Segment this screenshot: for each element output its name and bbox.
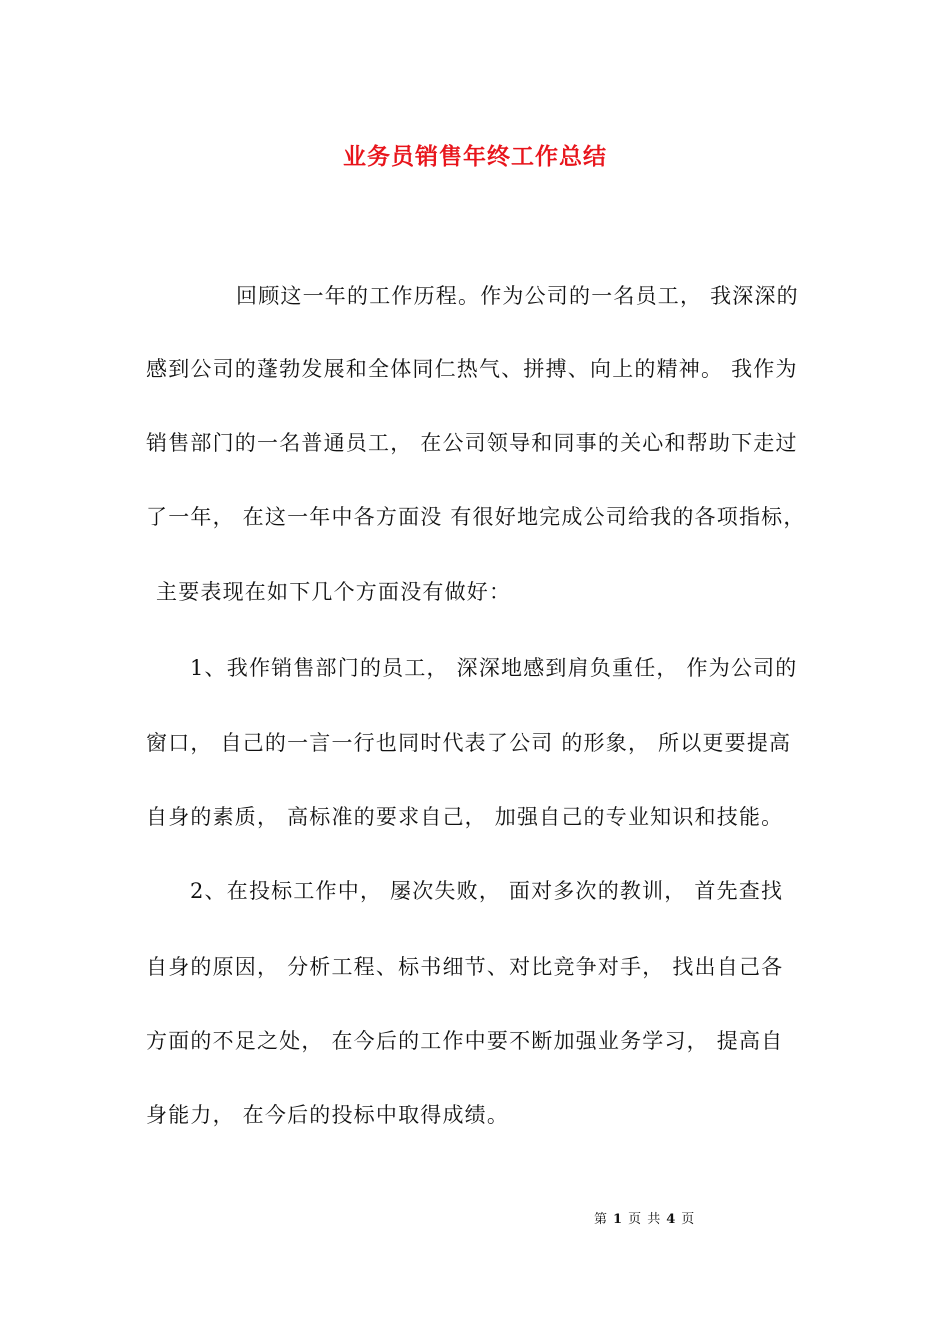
footer-prefix: 第 (594, 1212, 609, 1227)
paragraph-line: 方面的不足之处， 在今后的工作中要不断加强业务学习， 提高自 (146, 1029, 784, 1053)
footer-suffix: 页 (681, 1212, 696, 1227)
current-page-number: 1 (613, 1212, 624, 1227)
paragraph-line: 2、在投标工作中， 屡次失败， 面对多次的教训， 首先查找 (190, 879, 784, 903)
total-pages-number: 4 (666, 1212, 677, 1227)
paragraph-line: 感到公司的蓬勃发展和全体同仁热气、拼搏、向上的精神。 我作为 (146, 357, 798, 381)
paragraph-line: 回顾这一年的工作历程。作为公司的一名员工， 我深深的 (236, 284, 799, 308)
paragraph-line: 了一年， 在这一年中各方面没 有很好地完成公司给我的各项指标， (146, 505, 806, 529)
document-title: 业务员销售年终工作总结 (343, 143, 607, 170)
paragraph-line: 自身的原因， 分析工程、标书细节、对比竞争对手， 找出自己各 (146, 955, 784, 979)
page-footer (594, 1208, 695, 1227)
paragraph-line: 窗口， 自己的一言一行也同时代表了公司 的形象， 所以更要提高 (146, 731, 792, 755)
paragraph-line: 身能力， 在今后的投标中取得成绩。 (146, 1103, 510, 1127)
paragraph-line: 主要表现在如下几个方面没有做好： (156, 580, 512, 604)
footer-middle: 页 共 (628, 1212, 662, 1227)
paragraph-line: 1、我作销售部门的员工， 深深地感到肩负重任， 作为公司的 (190, 656, 798, 680)
paragraph-line: 销售部门的一名普通员工， 在公司领导和同事的关心和帮助下走过 (146, 431, 798, 455)
paragraph-line: 自身的素质， 高标准的要求自己， 加强自己的专业知识和技能。 (146, 805, 784, 829)
